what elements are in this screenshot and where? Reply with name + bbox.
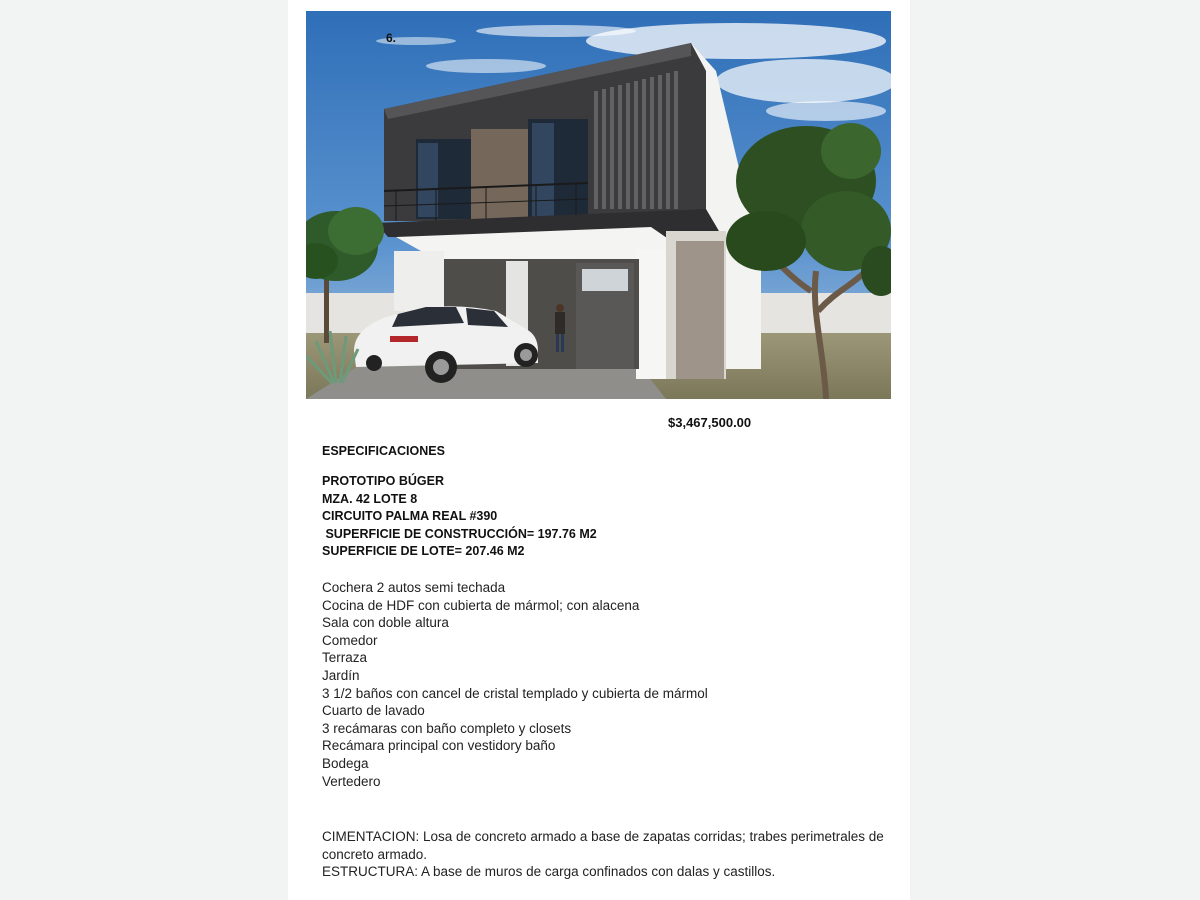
- structure-note: ESTRUCTURA: A base de muros de carga confinados con dalas y castillos.: [322, 864, 776, 880]
- house-render-image: [306, 11, 891, 399]
- spec-line: SUPERFICIE DE CONSTRUCCIÓN= 197.76 M2: [322, 526, 597, 541]
- feature-item: Cuarto de lavado: [322, 703, 425, 719]
- feature-item: Comedor: [322, 632, 378, 648]
- spec-line: MZA. 42 LOTE 8: [322, 491, 418, 506]
- price: $3,467,500.00: [668, 415, 752, 430]
- specs-heading: ESPECIFICACIONES: [322, 444, 445, 458]
- feature-item: Terraza: [322, 650, 368, 666]
- spec-line: PROTOTIPO BÚGER: [322, 474, 445, 488]
- feature-item: Jardín: [322, 667, 360, 683]
- feature-item: Sala con doble altura: [322, 615, 449, 631]
- feature-item: Recámara principal con vestidory baño: [322, 738, 556, 754]
- feature-item: Bodega: [322, 755, 369, 771]
- feature-item: 3 1/2 baños con cancel de cristal templado y cubierta de mármol: [322, 685, 708, 701]
- document-page: [288, 0, 910, 900]
- spec-line: SUPERFICIE DE LOTE= 207.46 M2: [322, 544, 525, 558]
- spec-block: [322, 473, 597, 561]
- feature-item: Vertedero: [322, 773, 381, 789]
- features-list: [322, 579, 708, 790]
- spec-line: CIRCUITO PALMA REAL #390: [322, 509, 498, 523]
- foundation-note: CIMENTACION: Losa de concreto armado a base de zapatas corridas; trabes perimetrales de concreto armado.: [322, 829, 884, 862]
- structure-notes: [322, 828, 892, 881]
- feature-item: Cocina de HDF con cubierta de mármol; con alacena: [322, 597, 640, 613]
- figure-number: 6.: [386, 31, 397, 45]
- feature-item: 3 recámaras con baño completo y closets: [322, 720, 572, 736]
- feature-item: Cochera 2 autos semi techada: [322, 580, 506, 595]
